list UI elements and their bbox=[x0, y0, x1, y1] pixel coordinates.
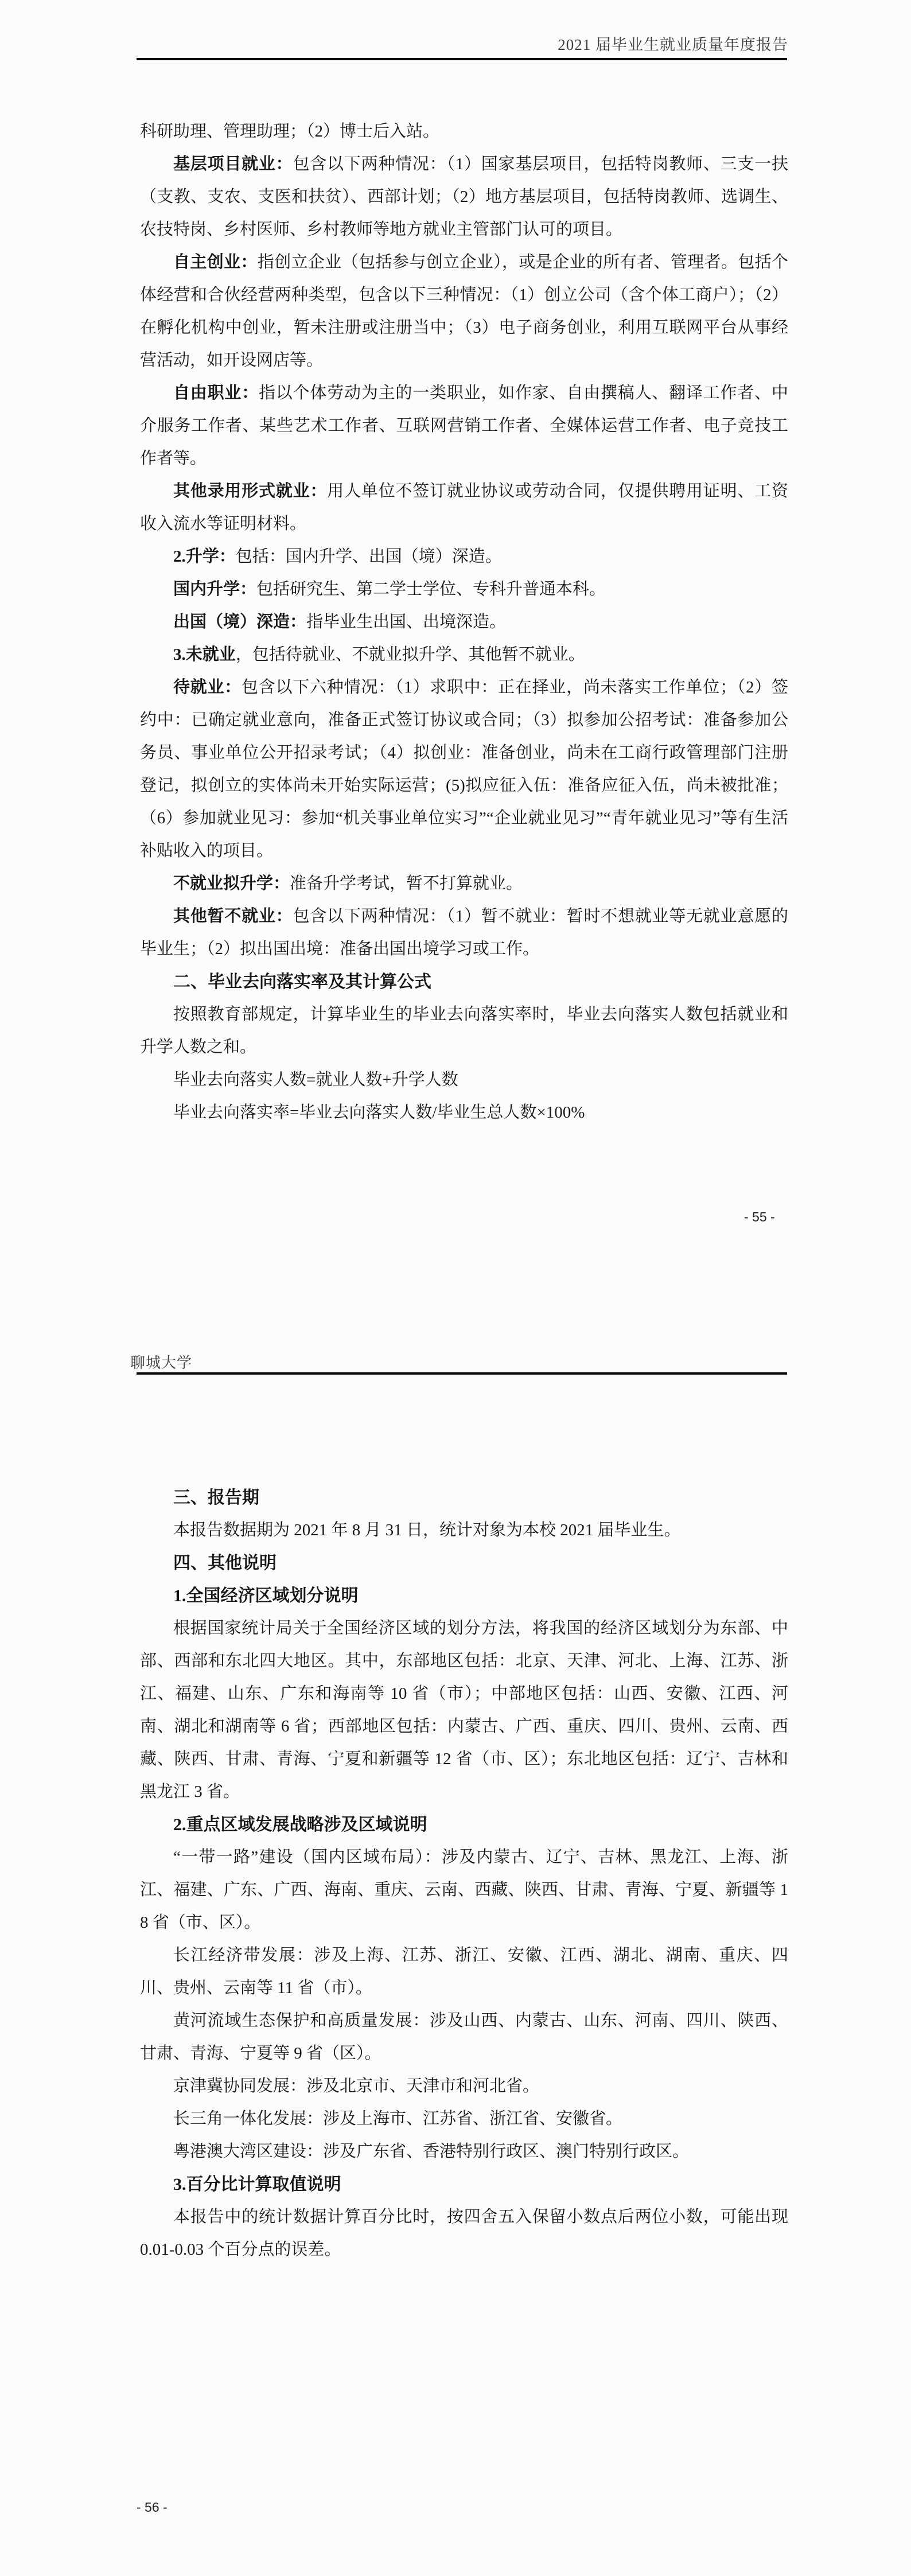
text-segment: 本报告中的统计数据计算百分比时，按四舍五入保留小数点后两位小数，可能出现 0.01-0.03 个百分点的误差。 bbox=[140, 2208, 788, 2259]
bold-text-segment: 2.重点区域发展战略涉及区域说明 bbox=[173, 1815, 427, 1834]
paragraph bbox=[140, 639, 788, 671]
bold-text-segment: 国内升学： bbox=[173, 580, 257, 598]
paragraph bbox=[140, 2103, 788, 2135]
bold-text-segment: 其他录用形式就业： bbox=[173, 482, 328, 500]
page-56-body bbox=[140, 1481, 788, 2266]
bold-text-segment: 3.百分比计算取值说明 bbox=[173, 2175, 341, 2194]
text-segment: 包含以下六种情况：（1）求职中：正在择业，尚未落实工作单位；（2）签约中：已确定就业意向，准备正式签订协议或合同；（3）拟参加公招考试：准备参加公务员、事业单位公开招录考试；（4）拟创业：准备创业，尚未在工商行政管理部门注册登记，拟创立的实体尚未开始实际运营；(5)拟应征入伍：准备应征入伍，尚未被批准；（6）参加就业见习：参加“机关事业单位实习”“企业就业见习”“青年就业见习”等有生活补贴收入的项目。 bbox=[140, 678, 788, 860]
text-segment: 本报告数据期为 2021 年 8 月 31 日，统计对象为本校 2021 届毕业生。 bbox=[173, 1521, 681, 1539]
paragraph bbox=[140, 900, 788, 966]
paragraph bbox=[140, 2070, 788, 2103]
text-segment: 包括研究生、第二学士学位、专科升普通本科。 bbox=[256, 580, 606, 598]
bold-text-segment: 基层项目就业： bbox=[173, 155, 293, 173]
paragraph bbox=[140, 377, 788, 475]
paragraph bbox=[140, 540, 788, 573]
text-segment: 毕业去向落实率=毕业去向落实人数/毕业生总人数×100% bbox=[173, 1103, 585, 1122]
bold-text-segment: 2.升学： bbox=[173, 547, 236, 566]
bold-text-segment: 三、报告期 bbox=[173, 1488, 259, 1507]
paragraph bbox=[140, 1514, 788, 1547]
running-header-university-name: 聊城大学 bbox=[130, 1355, 193, 1371]
paragraph bbox=[140, 867, 788, 900]
page-number-56: - 56 - bbox=[137, 2500, 168, 2515]
text-segment: 长三角一体化发展：涉及上海市、江苏省、浙江省、安徽省。 bbox=[173, 2110, 623, 2128]
text-segment: 毕业去向落实人数=就业人数+升学人数 bbox=[173, 1071, 458, 1089]
bold-text-segment: 1.全国经济区域划分说明 bbox=[173, 1586, 359, 1605]
section-heading bbox=[140, 1481, 788, 1514]
text-segment: 指创立企业（包括参与创立企业），或是企业的所有者、管理者。包括个体经营和合伙经营两种类型，包含以下三种情况：（1）创立公司（含个体工商户）；（2）在孵化机构中创业，暂未注册或注册当中；（3）电子商务创业，利用互联网平台从事经营活动，如开设网店等。 bbox=[140, 253, 788, 369]
bold-text-segment: 出国（境）深造： bbox=[173, 613, 307, 631]
bold-text-segment: 不就业拟升学： bbox=[173, 874, 290, 893]
paragraph bbox=[140, 573, 788, 606]
bold-text-segment: 待就业： bbox=[173, 678, 242, 696]
text-segment: 指毕业生出国、出境深造。 bbox=[306, 613, 507, 631]
page-55-body bbox=[140, 115, 788, 1129]
paragraph bbox=[140, 115, 788, 148]
paragraph bbox=[140, 475, 788, 540]
section-heading bbox=[140, 1579, 788, 1612]
section-heading bbox=[140, 1547, 788, 1579]
text-segment: 包含以下两种情况：（1）国家基层项目，包括特岗教师、三支一扶（支教、支农、支医和扶贫）、西部计划；（2）地方基层项目，包括特岗教师、选调生、农技特岗、乡村医师、乡村教师等地方就业主管部门认可的项目。 bbox=[140, 155, 788, 239]
paragraph bbox=[140, 1939, 788, 2005]
text-segment: 根据国家统计局关于全国经济区域的划分方法，将我国的经济区域划分为东部、中部、西部和东北四大地区。其中，东部地区包括：北京、天津、河北、上海、江苏、浙江、福建、山东、广东和海南等 10 省（市）；中部地区包括：山西、安徽、江西、河南、湖北和湖南等 6 省；西部地区包括：内蒙古、广西、重庆、四川、贵州、云南、西藏、陕西、甘肃、青海、宁夏和新疆等 12 省（市、区）；东北地区包括：辽宁、吉林和黑龙江 3 省。 bbox=[140, 1619, 788, 1801]
paragraph bbox=[140, 2005, 788, 2070]
page-number-55: - 55 - bbox=[744, 1209, 775, 1224]
text-segment: 准备升学考试，暂不打算就业。 bbox=[290, 874, 523, 893]
bold-text-segment: 四、其他说明 bbox=[173, 1554, 277, 1573]
section-heading bbox=[140, 966, 788, 998]
text-segment: 包括：国内升学、出国（境）深造。 bbox=[235, 547, 502, 566]
paragraph bbox=[140, 671, 788, 867]
text-segment: 指以个体劳动为主的一类职业，如作家、自由撰稿人、翻译工作者、中介服务工作者、某些艺术工作者、互联网营销工作者、全媒体运营工作者、电子竞技工作者等。 bbox=[140, 384, 788, 468]
page-56 bbox=[0, 1288, 911, 2576]
bold-text-segment: 其他暂不就业： bbox=[173, 907, 293, 925]
running-header-report-title: 2021 届毕业生就业质量年度报告 bbox=[558, 36, 788, 53]
paragraph bbox=[140, 148, 788, 246]
bold-text-segment: 自主创业： bbox=[173, 253, 258, 271]
paragraph bbox=[140, 2135, 788, 2168]
paragraph bbox=[140, 2201, 788, 2266]
text-segment: ，包括待就业、不就业拟升学、其他暂不就业。 bbox=[235, 645, 585, 664]
paragraph bbox=[140, 606, 788, 639]
header-rule bbox=[137, 1372, 787, 1375]
paragraph bbox=[140, 1841, 788, 1939]
paragraph bbox=[140, 246, 788, 377]
text-segment: 粤港澳大湾区建设：涉及广东省、香港特别行政区、澳门特别行政区。 bbox=[173, 2142, 690, 2161]
bold-text-segment: 自由职业： bbox=[173, 384, 259, 402]
paragraph bbox=[140, 1064, 788, 1096]
text-segment: 京津冀协同发展：涉及北京市、天津市和河北省。 bbox=[173, 2077, 540, 2095]
bold-text-segment: 3.未就业 bbox=[173, 645, 236, 664]
paragraph bbox=[140, 1096, 788, 1129]
text-segment: 长江经济带发展：涉及上海、江苏、浙江、安徽、江西、湖北、湖南、重庆、四川、贵州、云南等 11 省（市）。 bbox=[140, 1946, 788, 1997]
text-segment: 用人单位不签订就业协议或劳动合同，仅提供聘用证明、工资收入流水等证明材料。 bbox=[140, 482, 788, 533]
text-segment: 黄河流域生态保护和高质量发展：涉及山西、内蒙古、山东、河南、四川、陕西、甘肃、青海、宁夏等 9 省（区）。 bbox=[140, 2011, 788, 2063]
text-segment: 包含以下两种情况：（1）暂不就业：暂时不想就业等无就业意愿的毕业生；（2）拟出国出境：准备出国出境学习或工作。 bbox=[140, 907, 788, 958]
text-segment: 科研助理、管理助理；（2）博士后入站。 bbox=[140, 122, 440, 141]
section-heading bbox=[140, 1808, 788, 1841]
bold-text-segment: 二、毕业去向落实率及其计算公式 bbox=[173, 972, 431, 991]
text-segment: “一带一路”建设（国内区域布局）：涉及内蒙古、辽宁、吉林、黑龙江、上海、浙江、福建、广东、广西、海南、重庆、云南、西藏、陕西、甘肃、青海、宁夏、新疆等 18 省（市、区）。 bbox=[140, 1848, 788, 1932]
header-rule bbox=[137, 58, 787, 60]
section-heading bbox=[140, 2168, 788, 2201]
text-segment: 按照教育部规定，计算毕业生的毕业去向落实率时，毕业去向落实人数包括就业和升学人数之和。 bbox=[140, 1005, 788, 1056]
paragraph bbox=[140, 998, 788, 1064]
paragraph bbox=[140, 1612, 788, 1808]
